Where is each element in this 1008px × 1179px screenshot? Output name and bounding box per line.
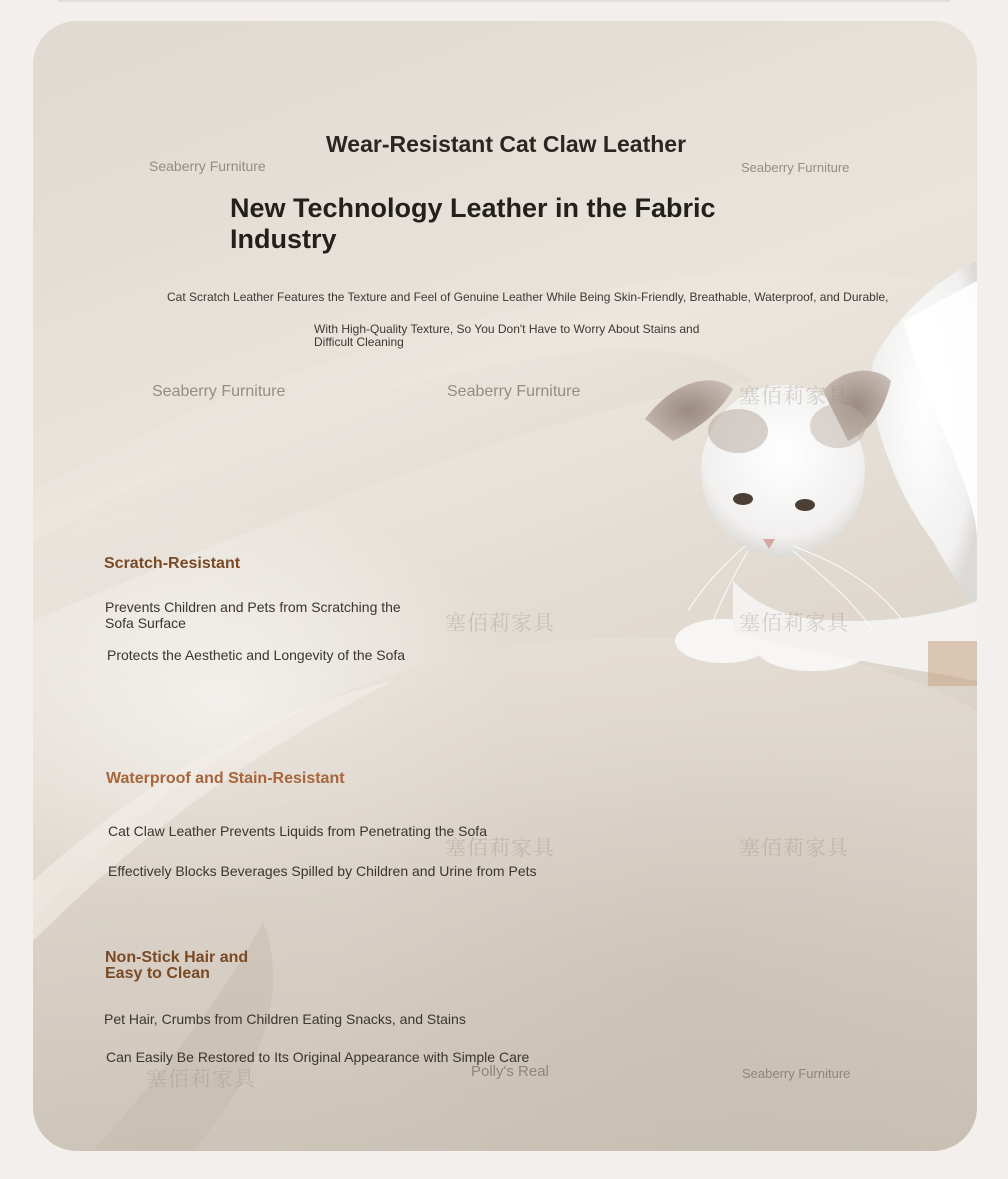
top-divider [58, 0, 950, 2]
feature-text: Protects the Aesthetic and Longevity of the Sofa [107, 647, 406, 663]
description-line: Cat Scratch Leather Features the Texture and Feel of Genuine Leather While Being Skin-Friendly, Breathable, Waterproof, and Durable, [167, 290, 889, 304]
feature-text: Prevents Children and Pets from Scratching the Sofa Surface [105, 599, 401, 631]
watermark-cn: 塞佰莉家具 [445, 836, 555, 860]
watermark-text: Seaberry Furniture [742, 1066, 851, 1081]
watermark-cn: 塞佰莉家具 [739, 384, 849, 408]
feature-title-non-stick: Non-Stick Hair and Easy to Clean [105, 949, 249, 982]
feature-text: Effectively Blocks Beverages Spilled by Children and Urine from Pets [108, 863, 537, 879]
feature-title-waterproof: Waterproof and Stain-Resistant [106, 770, 345, 787]
watermark-text: Seaberry Furniture [741, 160, 850, 175]
headline: New Technology Leather in the Fabric Industry [230, 193, 716, 254]
watermark-cn: 塞佰莉家具 [739, 836, 849, 860]
watermark-cn: 塞佰莉家具 [445, 611, 555, 635]
feature-text: Can Easily Be Restored to Its Original Appearance with Simple Care [106, 1049, 530, 1065]
watermark-cn: 塞佰莉家具 [146, 1067, 256, 1091]
product-feature-card [33, 21, 977, 1151]
watermark-cn: 塞佰莉家具 [739, 611, 849, 635]
feature-text: Cat Claw Leather Prevents Liquids from Penetrating the Sofa [108, 823, 487, 839]
watermark-text: Seaberry Furniture [152, 383, 286, 400]
watermark-credit: Polly's Real [471, 1063, 549, 1080]
page-title: Wear-Resistant Cat Claw Leather [326, 131, 687, 157]
description-line: With High-Quality Texture, So You Don't Have to Worry About Stains and Difficult Cleaning [314, 322, 700, 349]
feature-title-scratch-resistant: Scratch-Resistant [104, 555, 241, 572]
feature-text: Pet Hair, Crumbs from Children Eating Snacks, and Stains [104, 1011, 466, 1027]
watermark-text: Seaberry Furniture [447, 383, 581, 400]
watermark-text: Seaberry Furniture [149, 158, 266, 174]
